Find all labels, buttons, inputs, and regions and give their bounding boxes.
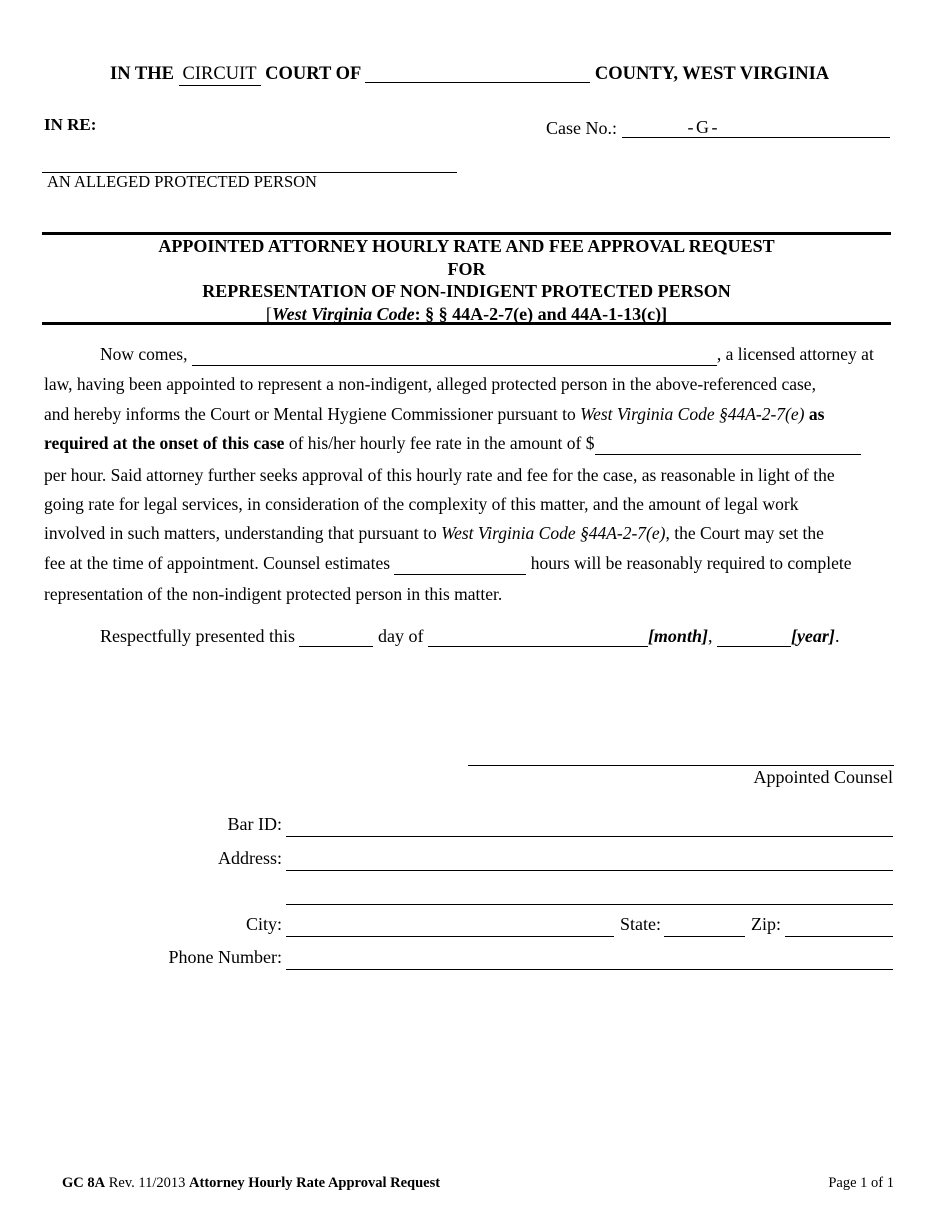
code-ref-2: West Virginia Code §44A-2-7(e) xyxy=(441,523,666,543)
alleged-protected-person-label: AN ALLEGED PROTECTED PERSON xyxy=(47,172,317,191)
city-field[interactable] xyxy=(286,935,614,937)
phone-field[interactable] xyxy=(286,968,893,970)
presented-date-line: Respectfully presented this day of [month], [year]. xyxy=(100,626,840,646)
document-title xyxy=(42,235,891,325)
body-line-3: and hereby informs the Court or Mental Hygiene Commissioner pursuant to West Virginia Code §44A-2-7(e) as xyxy=(44,404,825,424)
title-line-2: FOR xyxy=(447,258,486,279)
court-prefix: IN THE xyxy=(110,64,174,84)
body-line-5: per hour. Said attorney further seeks approval of this hourly rate and fee for the case, as reasonable in light of the xyxy=(44,465,835,485)
state-label: State: xyxy=(620,914,661,934)
bar-id-label: Bar ID: xyxy=(227,814,282,834)
attorney-name-field[interactable] xyxy=(192,345,717,366)
page-number: Page 1 of 1 xyxy=(828,1175,894,1191)
hourly-rate-field[interactable] xyxy=(595,434,861,455)
title-rule-bottom xyxy=(42,322,891,325)
body-line-1: Now comes, , a licensed attorney at xyxy=(100,344,874,364)
body-line-2: law, having been appointed to represent a non-indigent, alleged protected person in the above-referenced case, xyxy=(44,374,816,394)
county-field[interactable] xyxy=(365,64,590,83)
zip-label: Zip: xyxy=(751,914,781,934)
case-no-label: Case No.: xyxy=(546,118,617,138)
case-number xyxy=(546,117,890,139)
address-label: Address: xyxy=(218,848,282,868)
form-title: Attorney Hourly Rate Approval Request xyxy=(189,1175,441,1191)
case-no-field[interactable] xyxy=(622,117,890,138)
state-field[interactable] xyxy=(664,935,745,937)
address-field-1[interactable] xyxy=(286,869,893,871)
court-suffix: COUNTY, WEST VIRGINIA xyxy=(594,64,830,84)
body-line-6: going rate for legal services, in consideration of the complexity of this matter, and the amount of legal work xyxy=(44,494,799,514)
body-line-9: representation of the non-indigent protected person in this matter. xyxy=(44,584,503,604)
signature-field[interactable] xyxy=(468,764,894,766)
court-mid: COURT OF xyxy=(265,64,361,84)
year-label: [year] xyxy=(790,626,835,646)
title-line-1: APPOINTED ATTORNEY HOURLY RATE AND FEE APPROVAL REQUEST xyxy=(158,236,775,256)
court-type: CIRCUIT xyxy=(179,64,261,86)
title-code-ref: West Virginia Code xyxy=(271,303,415,324)
form-revision: Rev. 11/2013 xyxy=(108,1175,186,1191)
month-label: [month] xyxy=(647,626,708,646)
form-id: GC 8A xyxy=(62,1175,106,1191)
appointed-counsel-label: Appointed Counsel xyxy=(753,767,893,787)
body-line-7: involved in such matters, understanding that pursuant to West Virginia Code §44A-2-7(e), the Court may set the xyxy=(44,523,824,543)
code-ref-1: West Virginia Code §44A-2-7(e) xyxy=(580,404,805,424)
estimated-hours-field[interactable] xyxy=(394,554,526,575)
address-field-2[interactable] xyxy=(286,903,893,905)
phone-label: Phone Number: xyxy=(168,947,282,967)
month-field[interactable] xyxy=(428,626,648,647)
day-field[interactable] xyxy=(299,626,373,647)
case-no-value: - G - xyxy=(687,117,717,137)
body-line-8: fee at the time of appointment. Counsel estimates hours will be reasonably required to complete xyxy=(44,553,852,573)
title-line-3: REPRESENTATION OF NON-INDIGENT PROTECTED PERSON xyxy=(202,281,731,301)
footer-form-info xyxy=(62,1175,440,1192)
bar-id-field[interactable] xyxy=(286,835,893,837)
city-label: City: xyxy=(245,914,282,934)
title-line-4: [West Virginia Code: § § 44A-2-7(e) and 44A-1-13(c)] xyxy=(265,303,668,324)
zip-field[interactable] xyxy=(785,935,893,937)
in-re-label: IN RE: xyxy=(44,115,97,134)
court-heading xyxy=(110,64,829,86)
year-field[interactable] xyxy=(717,626,791,647)
body-line-4: required at the onset of this case of his/her hourly fee rate in the amount of $ xyxy=(44,428,861,458)
